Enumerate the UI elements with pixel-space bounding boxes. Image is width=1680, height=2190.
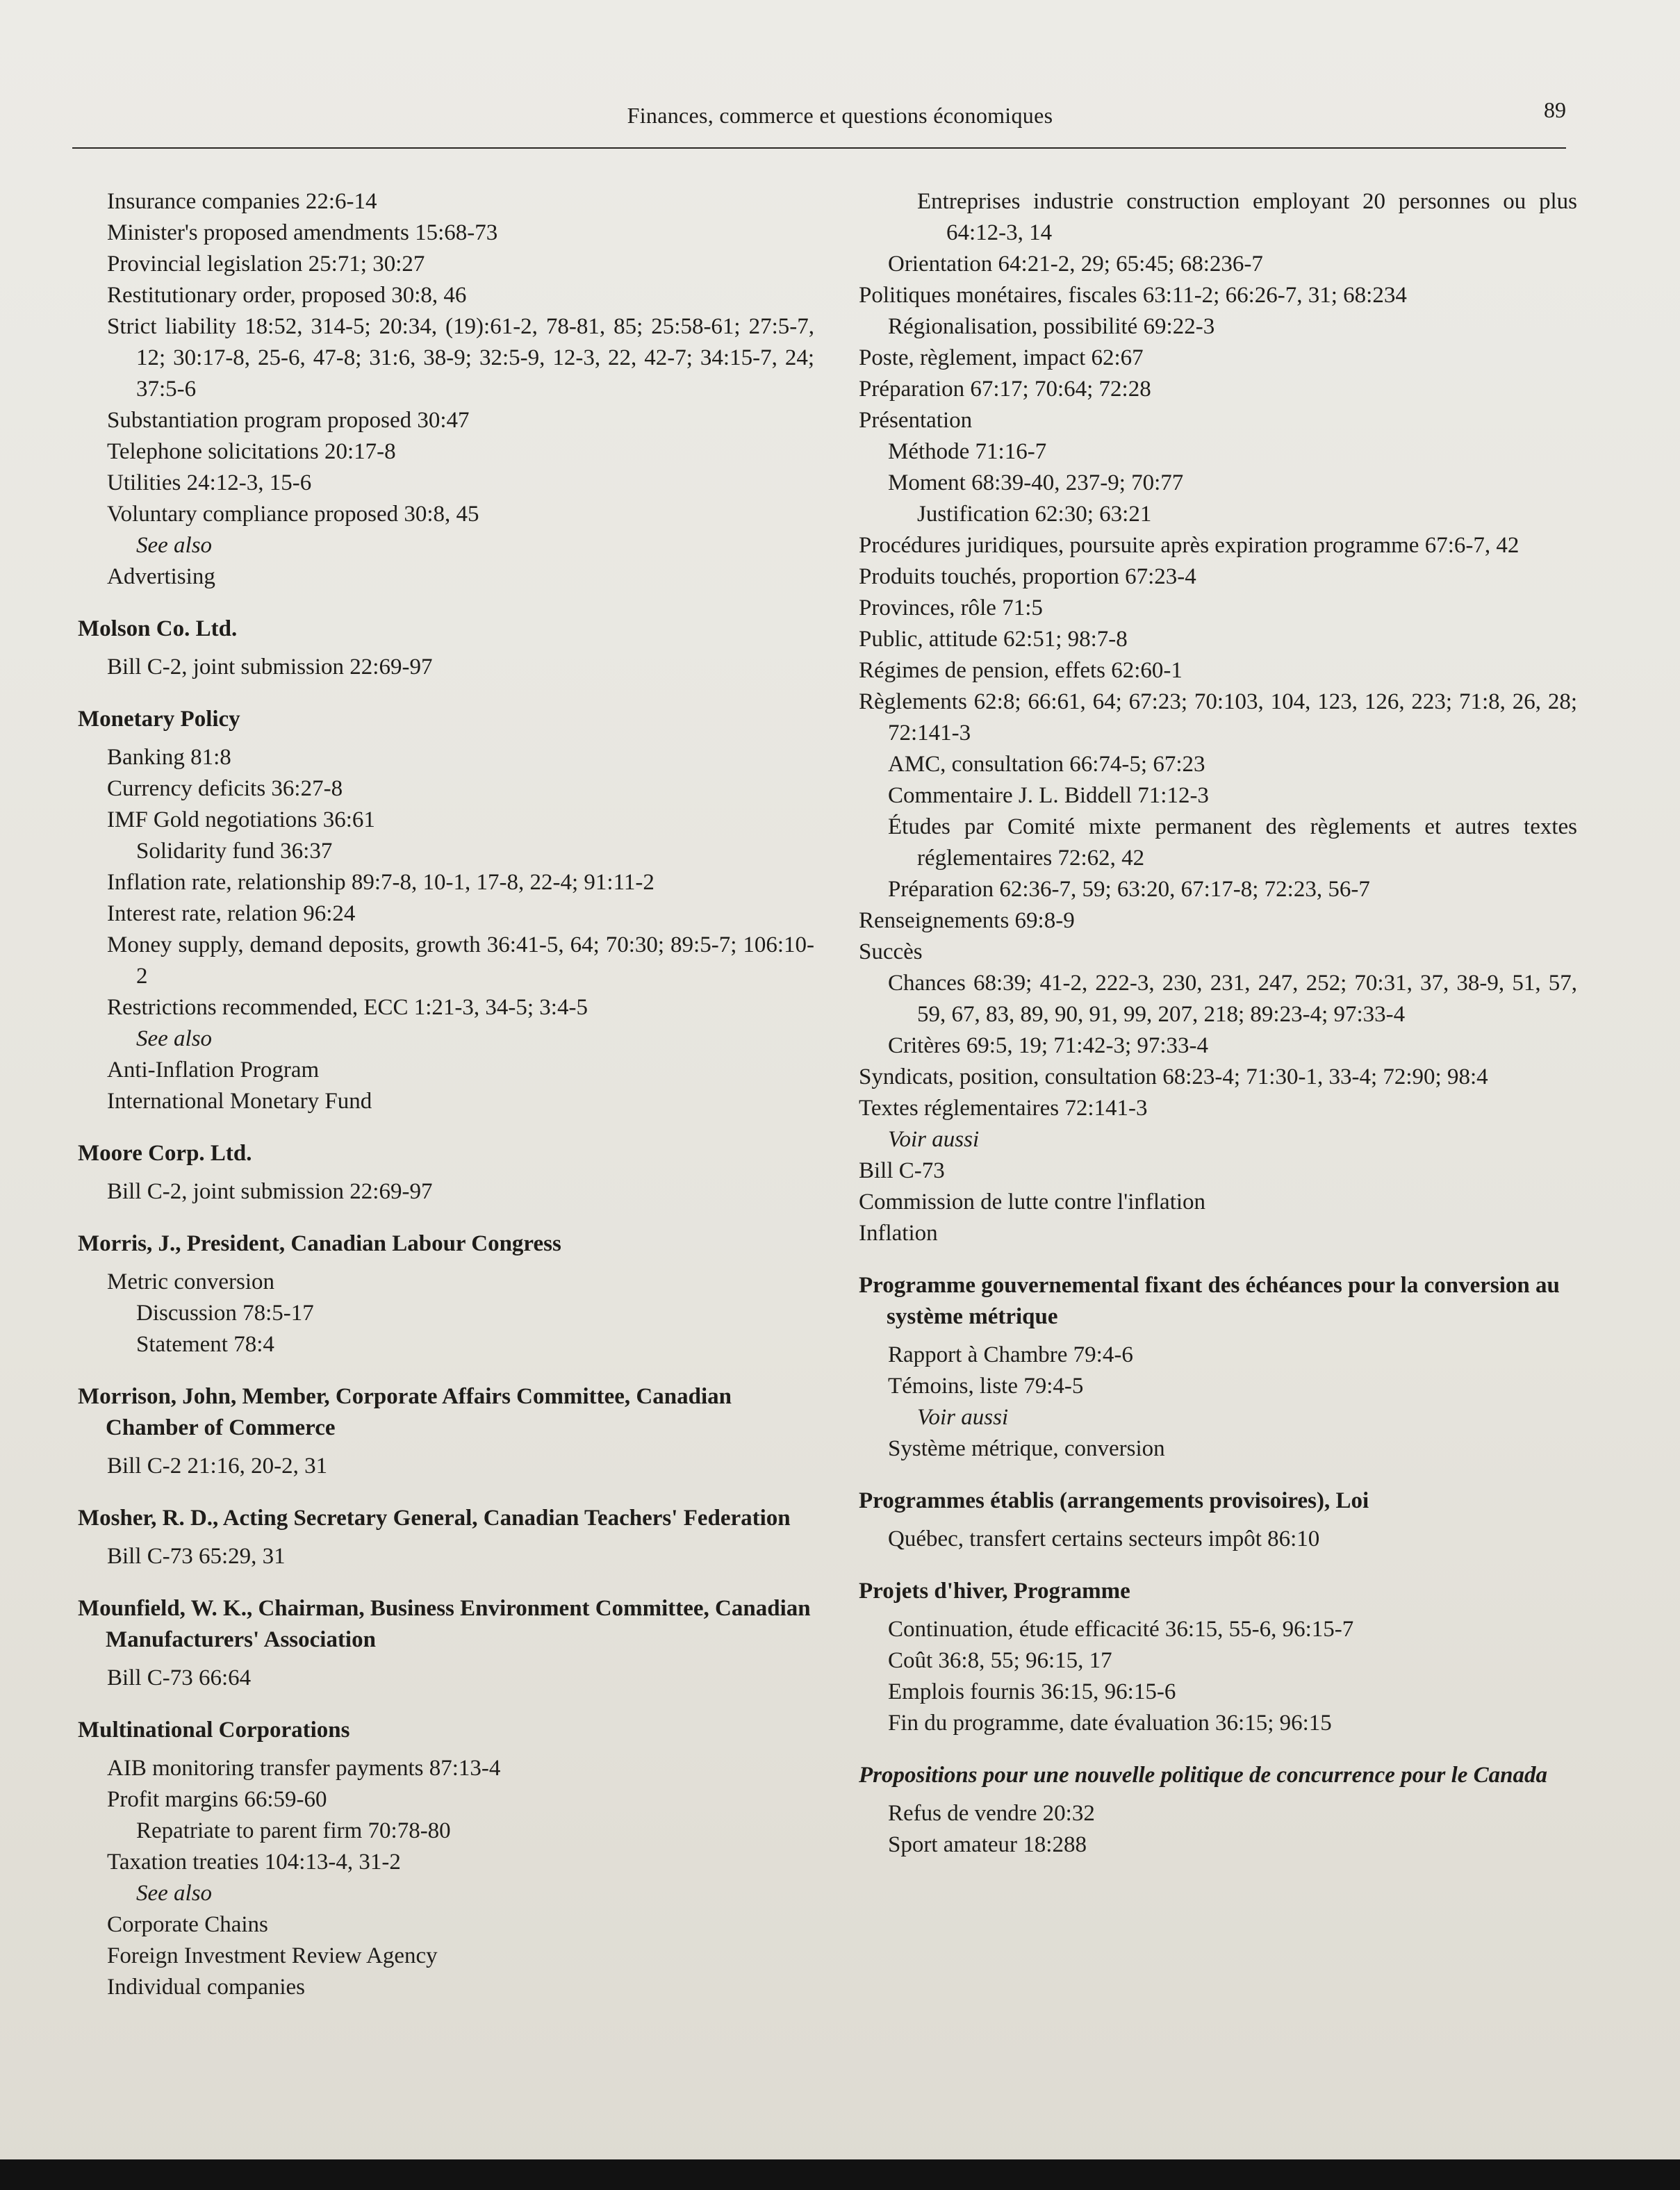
index-subentry: AIB monitoring transfer payments 87:13-4 bbox=[107, 1756, 501, 1781]
see-also-label: See also bbox=[136, 1881, 213, 1906]
index-entry bbox=[78, 704, 814, 1117]
index-heading: Multinational Corporations bbox=[78, 1718, 350, 1743]
index-subentry: Bill C-73 66:64 bbox=[107, 1665, 252, 1690]
index-subentry: Metric conversion bbox=[107, 1269, 275, 1294]
see-also-label: Voir aussi bbox=[917, 1405, 1009, 1430]
index-subentry: Préparation 67:17; 70:64; 72:28 bbox=[859, 377, 1151, 402]
index-entry bbox=[78, 1138, 814, 1208]
index-subentry: Voluntary compliance proposed 30:8, 45 bbox=[107, 502, 479, 527]
index-entry bbox=[78, 614, 814, 683]
index-heading: Molson Co. Ltd. bbox=[78, 616, 238, 641]
index-subentry: Telephone solicitations 20:17-8 bbox=[107, 439, 396, 464]
index-subentry: Inflation rate, relationship 89:7-8, 10-1, 17-8, 22-4; 91:11-2 bbox=[107, 870, 654, 895]
index-subentry: Études par Comité mixte permanent des règlements et autres textes réglementaires 72:62, 42 bbox=[888, 814, 1577, 871]
index-heading: Projets d'hiver, Programme bbox=[859, 1579, 1130, 1604]
index-entry bbox=[859, 1760, 1577, 1861]
index-entry bbox=[78, 1593, 814, 1694]
index-subentry: Corporate Chains bbox=[107, 1912, 268, 1937]
index-subentry: Entreprises industrie construction employant 20 personnes ou plus 64:12-3, 14 bbox=[917, 189, 1577, 245]
index-subentry: Solidarity fund 36:37 bbox=[136, 839, 333, 864]
index-subentry: Repatriate to parent firm 70:78-80 bbox=[136, 1818, 451, 1843]
index-subentry: Commission de lutte contre l'inflation bbox=[859, 1189, 1206, 1215]
index-column-right bbox=[859, 186, 1577, 1882]
index-heading: Moore Corp. Ltd. bbox=[78, 1141, 252, 1166]
index-subentry: Provincial legislation 25:71; 30:27 bbox=[107, 252, 425, 277]
index-heading: Mosher, R. D., Acting Secretary General, Canadian Teachers' Federation bbox=[78, 1506, 791, 1531]
index-entry bbox=[78, 1228, 814, 1360]
index-subentry: Currency deficits 36:27-8 bbox=[107, 776, 343, 801]
index-subentry: Orientation 64:21-2, 29; 65:45; 68:236-7 bbox=[888, 252, 1263, 277]
index-subentry: Rapport à Chambre 79:4-6 bbox=[888, 1342, 1133, 1367]
index-entry bbox=[859, 1270, 1577, 1465]
index-subentry: AMC, consultation 66:74-5; 67:23 bbox=[888, 752, 1205, 777]
index-subentry: Chances 68:39; 41-2, 222-3, 230, 231, 247, 252; 70:31, 37, 38-9, 51, 57, 59, 67, 83, 89, 90, 91, 99, 207, 218; 89:23-4; 97:33-4 bbox=[888, 971, 1577, 1027]
index-subentry: Critères 69:5, 19; 71:42-3; 97:33-4 bbox=[888, 1033, 1209, 1058]
index-subentry: Régimes de pension, effets 62:60-1 bbox=[859, 658, 1183, 683]
index-subentry: Québec, transfert certains secteurs impôt 86:10 bbox=[888, 1526, 1320, 1551]
index-subentry: Minister's proposed amendments 15:68-73 bbox=[107, 220, 498, 245]
see-also-label: Voir aussi bbox=[888, 1127, 980, 1152]
index-subentry: Poste, règlement, impact 62:67 bbox=[859, 345, 1144, 370]
see-also-label: See also bbox=[136, 1026, 213, 1051]
index-heading: Mounfield, W. K., Chairman, Business Environment Committee, Canadian Manufacturers' Association bbox=[78, 1596, 811, 1652]
index-heading: Programmes établis (arrangements provisoires), Loi bbox=[859, 1488, 1369, 1513]
index-subentry: Individual companies bbox=[107, 1975, 306, 2000]
index-subentry: International Monetary Fund bbox=[107, 1089, 372, 1114]
index-subentry: Moment 68:39-40, 237-9; 70:77 bbox=[888, 470, 1184, 495]
header-rule bbox=[72, 147, 1566, 149]
index-subentry: Préparation 62:36-7, 59; 63:20, 67:17-8; 72:23, 56-7 bbox=[888, 877, 1370, 902]
index-subentry: Interest rate, relation 96:24 bbox=[107, 901, 356, 926]
index-subentry: Règlements 62:8; 66:61, 64; 67:23; 70:103, 104, 123, 126, 223; 71:8, 26, 28; 72:141-3 bbox=[859, 689, 1577, 746]
index-subentry: Foreign Investment Review Agency bbox=[107, 1943, 438, 1968]
index-entry bbox=[859, 1576, 1577, 1739]
index-subentry: Méthode 71:16-7 bbox=[888, 439, 1047, 464]
index-subentry: Syndicats, position, consultation 68:23-4; 71:30-1, 33-4; 72:90; 98:4 bbox=[859, 1064, 1488, 1089]
index-heading: Monetary Policy bbox=[78, 707, 240, 732]
index-subentry: Advertising bbox=[107, 564, 215, 589]
index-subentry: Restitutionary order, proposed 30:8, 46 bbox=[107, 283, 467, 308]
index-subentry: Système métrique, conversion bbox=[888, 1436, 1165, 1461]
index-subentry: IMF Gold negotiations 36:61 bbox=[107, 807, 375, 832]
index-subentry: Témoins, liste 79:4-5 bbox=[888, 1374, 1084, 1399]
index-heading: Programme gouvernemental fixant des échéances pour la conversion au système métrique bbox=[859, 1273, 1560, 1329]
index-subentry: Substantiation program proposed 30:47 bbox=[107, 408, 470, 433]
index-subentry: Public, attitude 62:51; 98:7-8 bbox=[859, 627, 1128, 652]
index-subentry: Textes réglementaires 72:141-3 bbox=[859, 1096, 1148, 1121]
see-also-label: See also bbox=[136, 533, 213, 558]
index-subentry: Statement 78:4 bbox=[136, 1332, 274, 1357]
index-subentry: Bill C-73 65:29, 31 bbox=[107, 1544, 286, 1569]
index-heading: Propositions pour une nouvelle politique de concurrence pour le Canada bbox=[859, 1763, 1547, 1788]
index-subentry: Procédures juridiques, poursuite après expiration programme 67:6-7, 42 bbox=[859, 533, 1520, 558]
index-entry bbox=[78, 1381, 814, 1482]
index-subentry: Insurance companies 22:6-14 bbox=[107, 189, 377, 214]
index-subentry: Refus de vendre 20:32 bbox=[888, 1801, 1095, 1826]
index-subentry: Profit margins 66:59-60 bbox=[107, 1787, 327, 1812]
index-subentry: Restrictions recommended, ECC 1:21-3, 34-5; 3:4-5 bbox=[107, 995, 588, 1020]
index-subentry: Utilities 24:12-3, 15-6 bbox=[107, 470, 312, 495]
index-subentry: Succès bbox=[859, 939, 923, 964]
index-subentry: Justification 62:30; 63:21 bbox=[917, 502, 1152, 527]
index-subentry: Bill C-73 bbox=[859, 1158, 945, 1183]
index-subentry: Strict liability 18:52, 314-5; 20:34, (19):61-2, 78-81, 85; 25:58-61; 27:5-7, 12; 30:17-8, 25-6, 47-8; 31:6, 38-9; 32:5-9, 12-3, 22, 42-7; 34:15-7, 24; 37:5-6 bbox=[107, 314, 814, 402]
index-subentry: Provinces, rôle 71:5 bbox=[859, 595, 1043, 620]
index-subentry: Coût 36:8, 55; 96:15, 17 bbox=[888, 1648, 1112, 1673]
index-subentry: Bill C-2, joint submission 22:69-97 bbox=[107, 654, 433, 680]
index-entry bbox=[78, 1503, 814, 1572]
index-subentry: Politiques monétaires, fiscales 63:11-2; 66:26-7, 31; 68:234 bbox=[859, 283, 1407, 308]
index-subentry: Taxation treaties 104:13-4, 31-2 bbox=[107, 1850, 401, 1875]
index-subentry: Emplois fournis 36:15, 96:15-6 bbox=[888, 1679, 1176, 1704]
running-header: Finances, commerce et questions économiques bbox=[627, 103, 1053, 128]
index-subentry: Commentaire J. L. Biddell 71:12-3 bbox=[888, 783, 1209, 808]
page-number: 89 bbox=[1544, 97, 1566, 122]
index-subentry: Bill C-2 21:16, 20-2, 31 bbox=[107, 1454, 328, 1479]
index-subentry: Présentation bbox=[859, 408, 973, 433]
index-subentry: Bill C-2, joint submission 22:69-97 bbox=[107, 1179, 433, 1204]
index-entry bbox=[78, 1715, 814, 2003]
index-subentry: Renseignements 69:8-9 bbox=[859, 908, 1075, 933]
index-subentry: Produits touchés, proportion 67:23-4 bbox=[859, 564, 1196, 589]
index-subentry: Sport amateur 18:288 bbox=[888, 1832, 1087, 1857]
index-entry bbox=[859, 186, 1577, 1249]
index-heading: Morrison, John, Member, Corporate Affairs Committee, Canadian Chamber of Commerce bbox=[78, 1384, 732, 1440]
index-entry bbox=[859, 1485, 1577, 1555]
index-subentry: Continuation, étude efficacité 36:15, 55-6, 96:15-7 bbox=[888, 1617, 1354, 1642]
scan-edge bbox=[0, 2159, 1680, 2190]
index-subentry: Inflation bbox=[859, 1221, 938, 1246]
index-column-left bbox=[78, 186, 814, 2024]
index-subentry: Discussion 78:5-17 bbox=[136, 1301, 314, 1326]
index-heading: Morris, J., President, Canadian Labour Congress bbox=[78, 1231, 561, 1256]
index-subentry: Fin du programme, date évaluation 36:15; 96:15 bbox=[888, 1711, 1332, 1736]
index-subentry: Anti-Inflation Program bbox=[107, 1057, 320, 1082]
index-entry bbox=[78, 186, 814, 593]
index-subentry: Régionalisation, possibilité 69:22-3 bbox=[888, 314, 1215, 339]
index-subentry: Banking 81:8 bbox=[107, 745, 231, 770]
index-subentry: Money supply, demand deposits, growth 36:41-5, 64; 70:30; 89:5-7; 106:10-2 bbox=[107, 932, 814, 989]
